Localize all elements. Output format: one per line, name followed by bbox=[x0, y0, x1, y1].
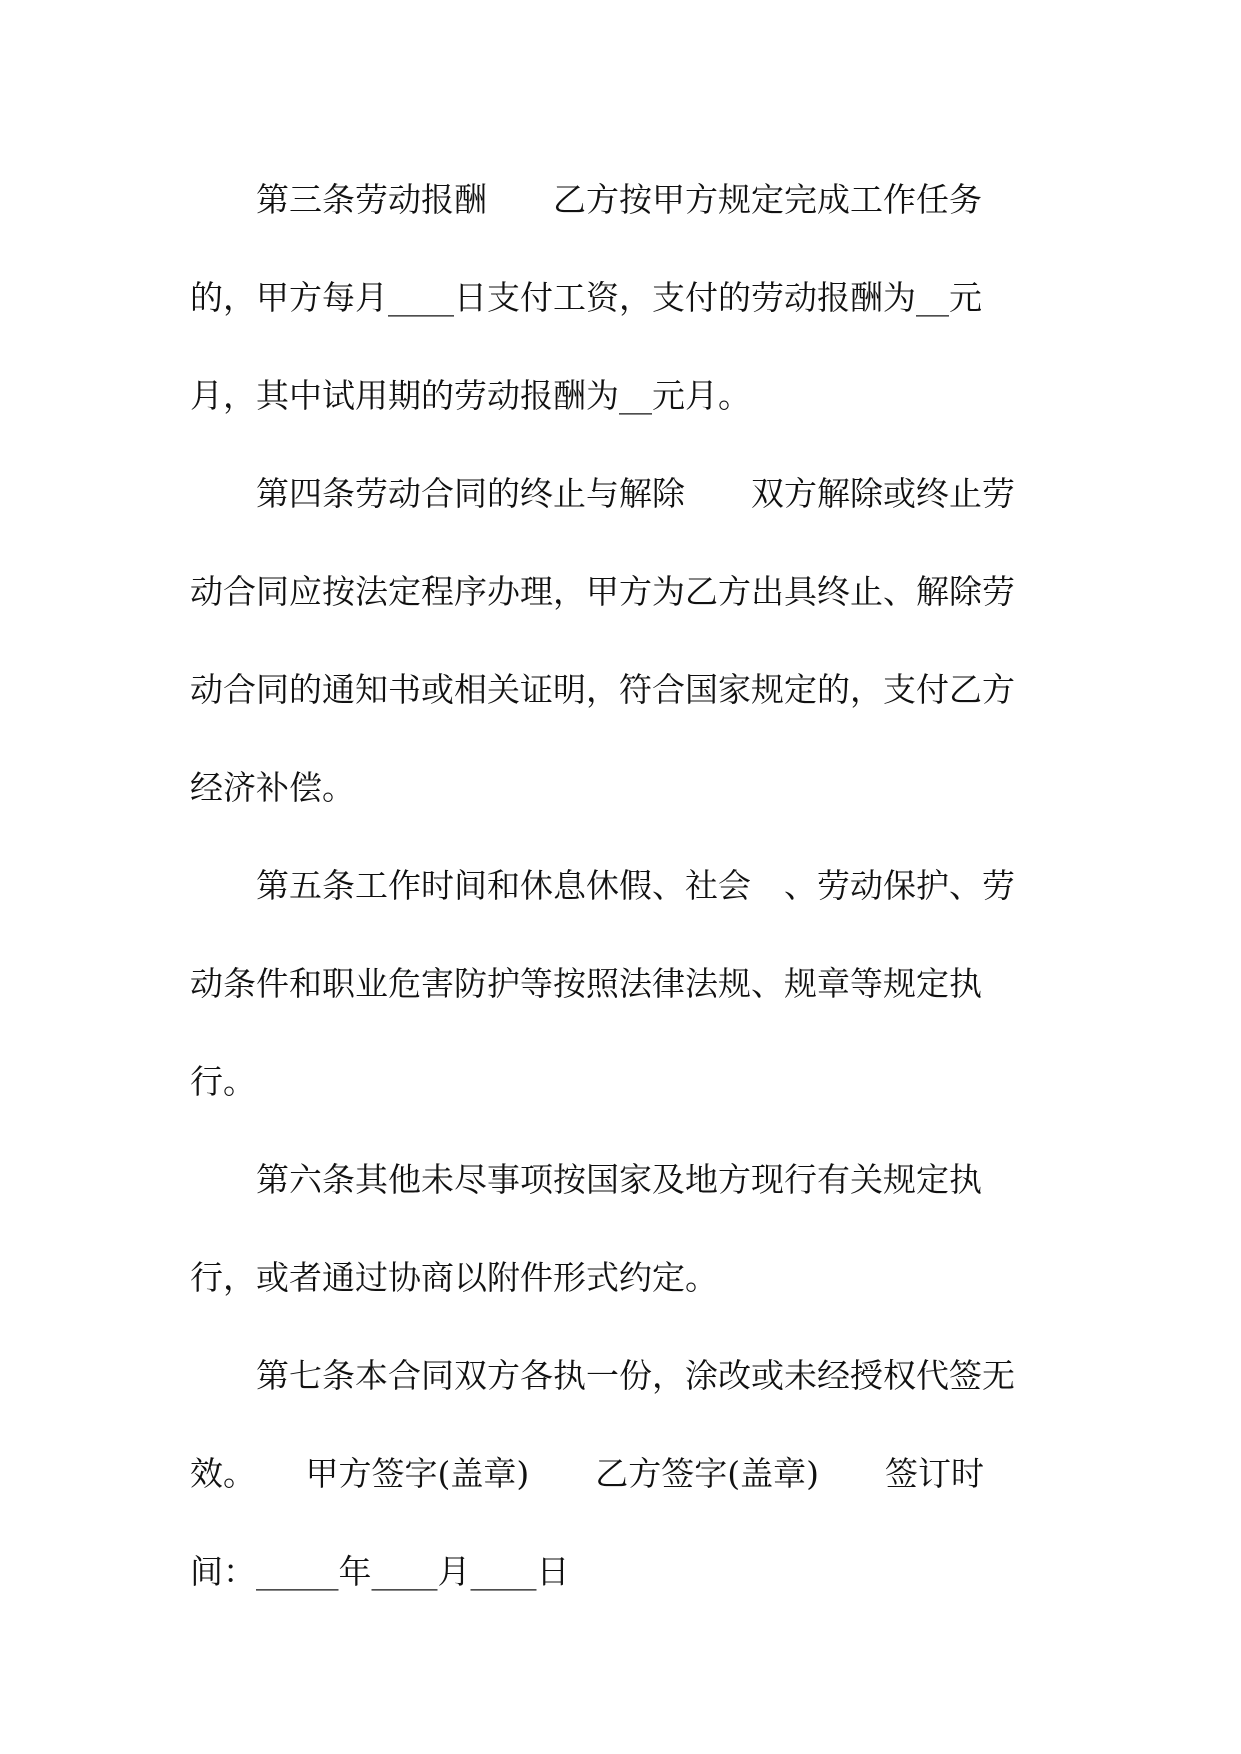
article-4-line-3: 动合同的通知书或相关证明，符合国家规定的，支付乙方 bbox=[190, 670, 1015, 709]
article-3-line-3: 月，其中试用期的劳动报酬为__元月。 bbox=[190, 376, 751, 415]
article-5-line-1: 第五条工作时间和休息休假、社会 、劳动保护、劳 bbox=[256, 866, 1015, 905]
article-3-line-1: 第三条劳动报酬 乙方按甲方规定完成工作任务 bbox=[256, 180, 982, 219]
article-4-line-2: 动合同应按法定程序办理，甲方为乙方出具终止、解除劳 bbox=[190, 572, 1015, 611]
signing-date-line: 间：_____年____月____日 bbox=[190, 1552, 570, 1591]
article-3-line-2: 的，甲方每月____日支付工资，支付的劳动报酬为__元 bbox=[190, 278, 982, 317]
article-5-line-3: 行。 bbox=[190, 1062, 256, 1101]
article-6-line-2: 行，或者通过协商以附件形式约定。 bbox=[190, 1258, 718, 1297]
signature-line: 效。 甲方签字(盖章) 乙方签字(盖章) 签订时 bbox=[190, 1454, 984, 1493]
article-6-line-1: 第六条其他未尽事项按国家及地方现行有关规定执 bbox=[256, 1160, 982, 1199]
article-4-line-1: 第四条劳动合同的终止与解除 双方解除或终止劳 bbox=[256, 474, 1015, 513]
article-5-line-2: 动条件和职业危害防护等按照法律法规、规章等规定执 bbox=[190, 964, 982, 1003]
article-7-line-1: 第七条本合同双方各执一份，涂改或未经授权代签无 bbox=[256, 1356, 1015, 1395]
article-4-line-4: 经济补偿。 bbox=[190, 768, 355, 807]
